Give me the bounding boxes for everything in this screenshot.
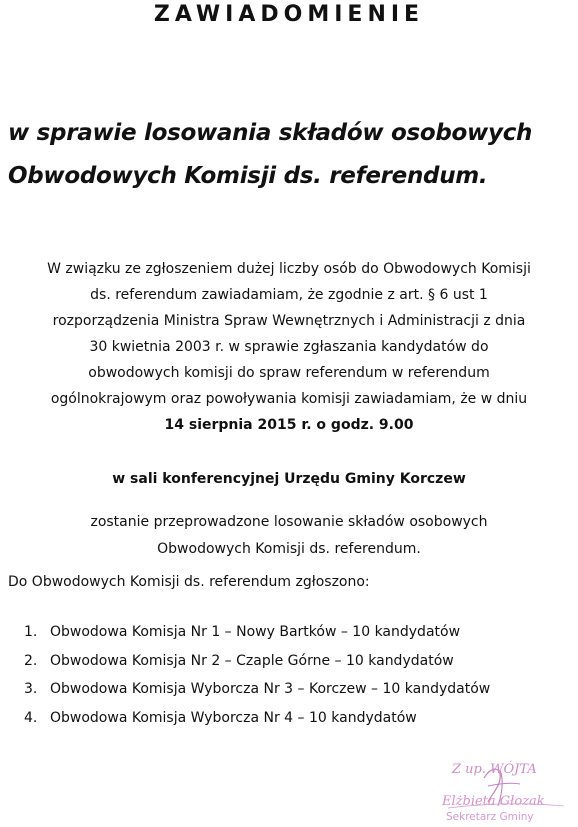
list-item-number: 4. [24, 709, 38, 726]
main-paragraph [0, 256, 578, 438]
paragraph-line: rozporządzenia Ministra Spraw Wewnętrznych i Administracji z dnia [52, 313, 526, 329]
second-paragraph [0, 509, 578, 563]
list-item-number: 2. [24, 652, 38, 669]
event-venue: w sali konferencyjnej Urzędu Gminy Korczew [112, 471, 466, 487]
list-item [24, 675, 490, 704]
subject-line-2: Obwodowych Komisji ds. referendum. [8, 163, 488, 189]
list-item-text: Obwodowa Komisja Nr 1 – Nowy Bartków – 10 kandydatów [50, 624, 461, 640]
document-subject [8, 112, 574, 198]
list-intro: Do Obwodowych Komisji ds. referendum zgłoszono: [8, 574, 370, 590]
signature-authority: Z up. WÓJTA [452, 762, 537, 777]
list-item-text: Obwodowa Komisja Nr 2 – Czaple Górne – 10 kandydatów [50, 652, 454, 669]
signature-title: Sekretarz Gminy [446, 811, 534, 823]
list-item-number: 1. [24, 624, 38, 640]
paragraph-line: W związku ze zgłoszeniem dużej liczby osób do Obwodowych Komisji [47, 261, 531, 277]
subject-line-1: w sprawie losowania składów osobowych [8, 120, 533, 146]
list-item [24, 618, 490, 647]
list-item-text: Obwodowa Komisja Wyborcza Nr 3 – Korczew – 10 kandydatów [50, 681, 491, 697]
list-item-text: Obwodowa Komisja Wyborcza Nr 4 – 10 kandydatów [50, 709, 417, 726]
paragraph-line: ds. referendum zawiadamiam, że zgodnie z art. § 6 ust 1 [90, 287, 488, 303]
list-item [24, 647, 490, 676]
event-date: 14 sierpnia 2015 r. o godz. 9.00 [164, 417, 414, 433]
signature-stamp [440, 760, 572, 824]
signature-name: Elżbieta Głozak [442, 794, 545, 809]
list-item [24, 704, 490, 733]
paragraph-line: ogólnokrajowym oraz powoływania komisji zawiadamiam, że w dniu [50, 391, 528, 407]
document-heading: ZAWIADOMIENIE [153, 2, 425, 27]
paragraph-line: 30 kwietnia 2003 r. w sprawie zgłaszania kandydatów do [89, 339, 489, 355]
commission-list [24, 618, 490, 732]
paragraph-line: Obwodowych Komisji ds. referendum. [157, 541, 421, 557]
paragraph-line: obwodowych komisji do spraw referendum w referendum [88, 365, 490, 381]
list-item-number: 3. [24, 681, 38, 697]
paragraph-line: zostanie przeprowadzone losowanie składów osobowych [90, 514, 488, 530]
